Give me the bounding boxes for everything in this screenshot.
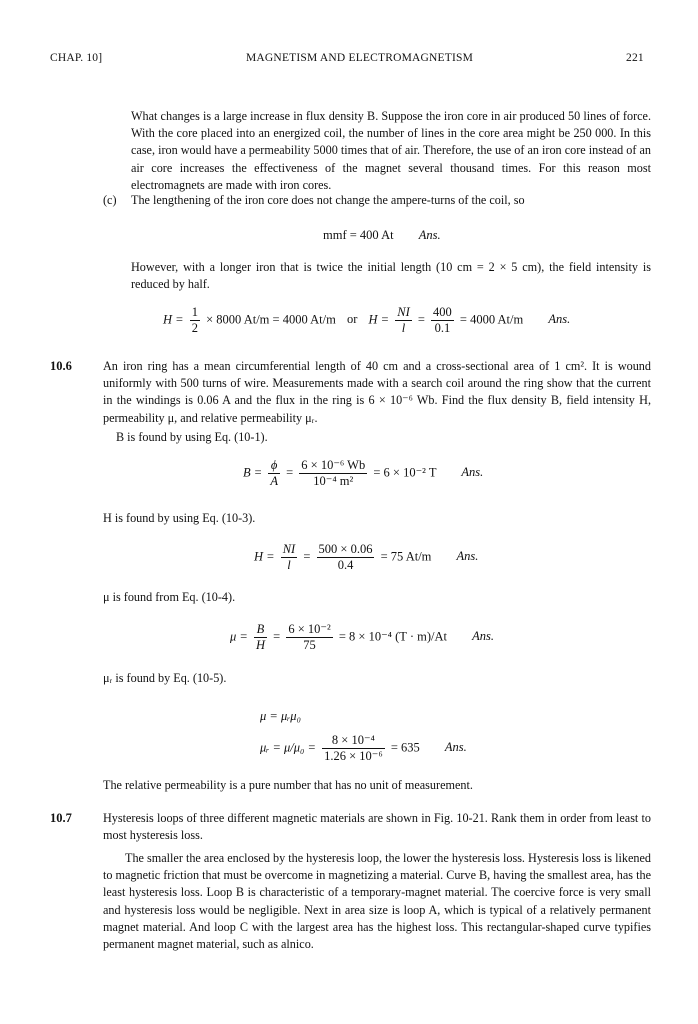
b-intro: B is found by using Eq. (10-1). <box>116 430 268 444</box>
page-number: 221 <box>626 52 644 64</box>
problem-number-10-6: 10.6 <box>50 359 72 373</box>
equation-mmf: mmf = 400 At Ans. <box>323 228 441 242</box>
mu-intro: μ is found from Eq. (10-4). <box>103 590 236 604</box>
problem-10-6-statement: An iron ring has a mean circumferential length of 40 cm and a cross-sectional area of 1 cm². It is wound uniformly with 500 turns of wire. Measurements made with a search coil around the ring show that the current in the windings is 0.06 A and the flux in the ring is 6 × 10⁻⁶ Wb. Find the flux density B, field intensity H, permeability μ, and relative permeability μᵣ. <box>103 359 651 425</box>
problem-10-7-statement: Hysteresis loops of three different magnetic materials are shown in Fig. 10-21. Rank them in order from least to most hysteresis loss. <box>103 811 651 843</box>
closing-note: The relative permeability is a pure number that has no unit of measurement. <box>103 778 473 792</box>
equation-mu-definition: μ = μᵣμ₀ <box>260 709 301 723</box>
equation-permeability: μ = $\frac{B}{H}$ = $\frac{\text{6 × 10⁻²}}{75}$ = 8 × 10⁻⁴ (T · m)/At Ans. <box>230 622 494 652</box>
equation-relative-permeability: μᵣ = μ/μ₀ = $\frac{\text{8 × 10⁻⁴}}{\text{1.26 × 10⁻⁶}}$ = 635 Ans. <box>260 733 467 763</box>
mur-intro: μᵣ is found by Eq. (10-5). <box>103 671 227 685</box>
equation-flux-density: B = $\frac{\phi}{A}$ = $\frac{\text{6 × 10⁻⁶ Wb}}{\text{10⁻⁴ m²}}$ = 6 × 10⁻² T Ans. <box>243 458 484 488</box>
equation-field-intensity-halved: H = $\frac{1}{2}$ × 8000 At/m = 4000 At/m or H = $\frac{NI}{l}$ = $\frac{400}{0.1}$ = 4000 At/m Ans. <box>163 305 571 335</box>
item-c-label: (c) <box>103 193 117 207</box>
problem-10-7-answer: The smaller the area enclosed by the hysteresis loop, the lower the hysteresis loss. Hysteresis loss is likened to magnetic friction that must be overcome in magnetizing a material. Curve B, having the smallest area, has the least hysteresis loss. Loop B is characteristic of a temporary-magnet material. The coercive force is very small and hysteresis loss would be negligible. Next in area size is loop A, which is typical of a relatively permanent magnet material. And loop C with the largest area has the highest loss. This rectangular-shaped curve typifies permanent magnet material, such as alnico. <box>103 851 651 952</box>
item-c-text: The lengthening of the iron core does not change the ampere-turns of the coil, so <box>131 193 525 207</box>
intro-paragraph-2: However, with a longer iron that is twice the initial length (10 cm = 2 × 5 cm), the field intensity is reduced by half. <box>131 260 651 292</box>
answer-label: Ans. <box>418 228 441 242</box>
equation-field-intensity: H = $\frac{NI}{l}$ = $\frac{500 \times 0.06}{0.4}$ = 75 At/m Ans. <box>254 542 479 572</box>
problem-number-10-7: 10.7 <box>50 811 72 825</box>
intro-paragraph: What changes is a large increase in flux density B. Suppose the iron core in air produced 50 lines of force. With the core placed into an energized coil, the number of lines in the core area might be 250 000. In this case, iron would have a permeability 5000 times that of air. Therefore, the use of an iron core instead of an air core increases the effectiveness of the magnet several thousand times. For this reason most electromagnets are made with iron cores. <box>131 109 651 192</box>
chapter-label: CHAP. 10] <box>50 52 103 64</box>
h-intro: H is found by using Eq. (10-3). <box>103 511 256 525</box>
running-title: MAGNETISM AND ELECTROMAGNETISM <box>246 52 474 64</box>
